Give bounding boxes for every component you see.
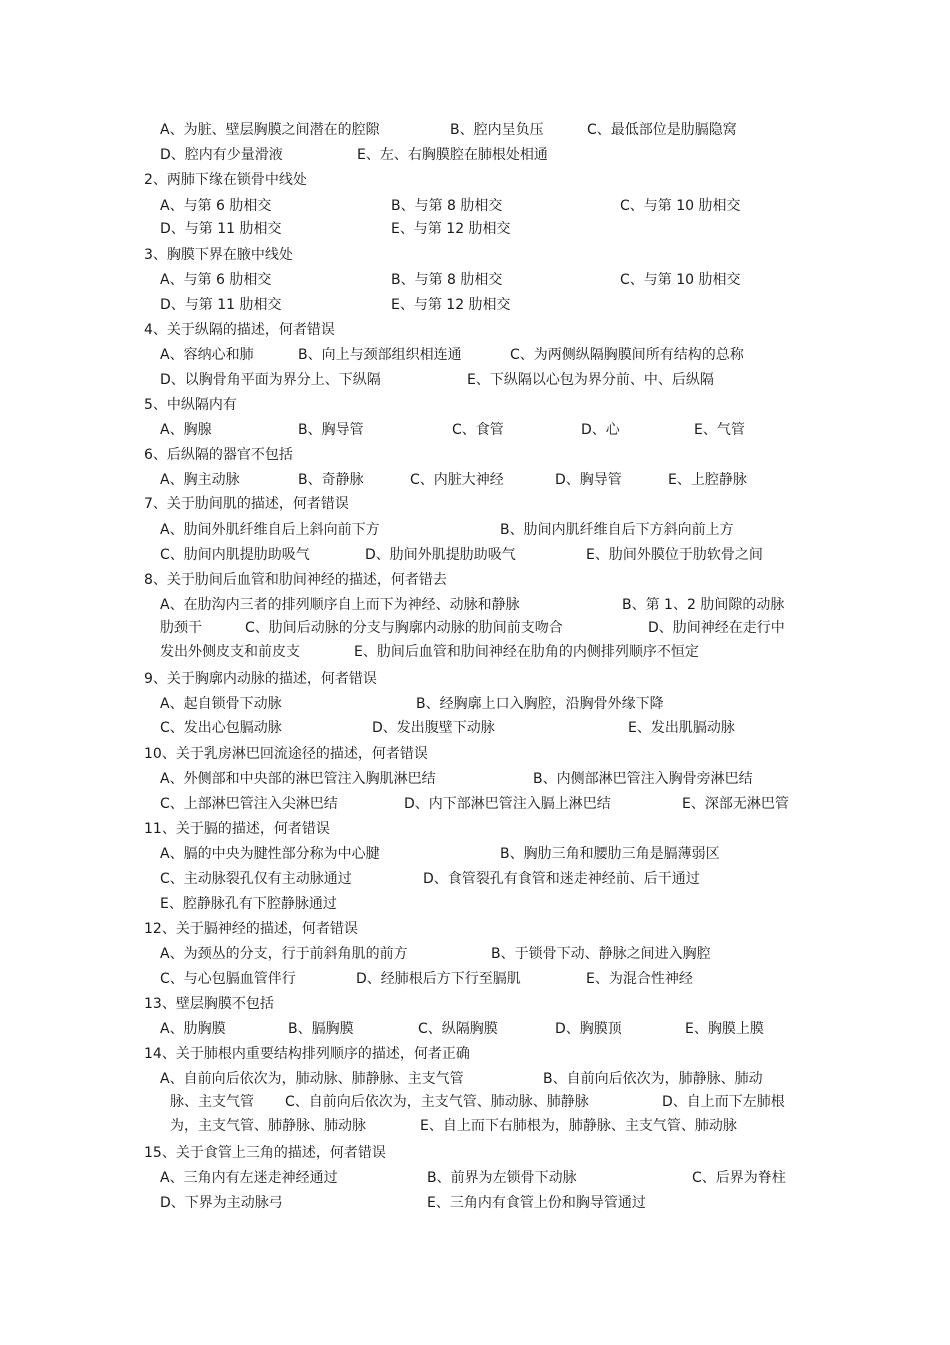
answer-option: D、内下部淋巴管注入膈上淋巴结 bbox=[404, 796, 611, 812]
answer-option: E、上腔静脉 bbox=[668, 472, 747, 488]
answer-option: A、胸腺 bbox=[160, 422, 212, 438]
answer-option: B、于锁骨下动、静脉之间进入胸腔 bbox=[491, 946, 711, 962]
answer-option: C、主动脉裂孔仅有主动脉通过 bbox=[160, 871, 352, 887]
answer-option: D、胸膜顶 bbox=[555, 1021, 622, 1037]
answer-option: A、外侧部和中央部的淋巴管注入胸肌淋巴结 bbox=[160, 771, 436, 787]
answer-option: D、肋间外肌提肋助吸气 bbox=[365, 547, 516, 563]
answer-option: A、自前向后依次为，肺动脉、肺静脉、主支气管 bbox=[160, 1071, 464, 1087]
answer-option: A、膈的中央为腱性部分称为中心腱 bbox=[160, 846, 380, 862]
question-stem: 5、中纵隔内有 bbox=[144, 397, 237, 413]
answer-option: D、腔内有少量滑液 bbox=[160, 147, 283, 163]
question-stem: 13、壁层胸膜不包括 bbox=[144, 996, 274, 1012]
answer-option: A、容纳心和肺 bbox=[160, 347, 254, 363]
answer-option: C、为两侧纵隔胸膜间所有结构的总称 bbox=[510, 347, 744, 363]
question-stem: 14、关于肺根内重要结构排列顺序的描述，何者正确 bbox=[144, 1046, 470, 1062]
question-stem: 7、关于肋间肌的描述，何者错误 bbox=[144, 496, 349, 512]
answer-option: C、后界为脊柱 bbox=[692, 1170, 786, 1186]
answer-option: E、左、右胸膜腔在肺根处相通 bbox=[357, 147, 548, 163]
answer-option: A、为脏、壁层胸膜之间潜在的腔隙 bbox=[160, 122, 380, 138]
answer-option: A、在肋沟内三者的排列顺序自上而下为神经、动脉和静脉 bbox=[160, 597, 520, 613]
answer-option: E、肋间外膜位于肋软骨之间 bbox=[586, 547, 763, 563]
answer-option: 为，主支气管、肺静脉、肺动脉 bbox=[170, 1118, 366, 1134]
answer-option: C、肋间后动脉的分支与胸廓内动脉的肋间前支吻合 bbox=[245, 620, 563, 636]
question-stem: 15、关于食管上三角的描述，何者错误 bbox=[144, 1145, 386, 1161]
question-stem: 4、关于纵隔的描述，何者错误 bbox=[144, 322, 335, 338]
answer-option: D、与第 11 肋相交 bbox=[160, 221, 282, 237]
question-stem: 10、关于乳房淋巴回流途径的描述，何者错误 bbox=[144, 746, 428, 762]
answer-option: E、与第 12 肋相交 bbox=[391, 221, 511, 237]
answer-option: A、三角内有左迷走神经通过 bbox=[160, 1170, 338, 1186]
answer-option: D、肋间神经在走行中 bbox=[648, 620, 785, 636]
answer-option: B、胸导管 bbox=[298, 422, 364, 438]
answer-option: E、气管 bbox=[694, 422, 745, 438]
answer-option: D、以胸骨角平面为界分上、下纵隔 bbox=[160, 372, 381, 388]
answer-option: B、自前向后依次为，肺静脉、肺动 bbox=[543, 1071, 763, 1087]
answer-option: A、肋间外肌纤维自后上斜向前下方 bbox=[160, 522, 380, 538]
question-stem: 6、后纵隔的器官不包括 bbox=[144, 447, 293, 463]
answer-option: E、三角内有食管上份和胸导管通过 bbox=[427, 1195, 646, 1211]
answer-option: B、前界为左锁骨下动脉 bbox=[427, 1170, 577, 1186]
answer-option: A、肋胸膜 bbox=[160, 1021, 226, 1037]
answer-option: 脉、主支气管 bbox=[170, 1094, 254, 1110]
answer-option: D、经肺根后方下行至膈肌 bbox=[356, 971, 521, 987]
answer-option: B、膈胸膜 bbox=[288, 1021, 354, 1037]
answer-option: 肋颈干 bbox=[160, 620, 202, 636]
answer-option: C、与第 10 肋相交 bbox=[620, 198, 741, 214]
answer-option: C、内脏大神经 bbox=[410, 472, 504, 488]
answer-option: C、与第 10 肋相交 bbox=[620, 272, 741, 288]
answer-option: D、与第 11 肋相交 bbox=[160, 297, 282, 313]
answer-option: B、与第 8 肋相交 bbox=[391, 198, 503, 214]
answer-option: E、肋间后血管和肋间神经在肋角的内侧排列顺序不恒定 bbox=[354, 644, 699, 660]
answer-option: E、与第 12 肋相交 bbox=[391, 297, 511, 313]
answer-option: B、第 1、2 肋间隙的动脉 bbox=[622, 597, 785, 613]
answer-option: C、食管 bbox=[452, 422, 504, 438]
answer-option: B、经胸廓上口入胸腔，沿胸骨外缘下降 bbox=[416, 696, 664, 712]
question-stem: 3、胸膜下界在腋中线处 bbox=[144, 247, 293, 263]
question-stem: 8、关于肋间后血管和肋间神经的描述，何者错去 bbox=[144, 572, 447, 588]
answer-option: B、肋间内肌纤维自后下方斜向前上方 bbox=[500, 522, 734, 538]
answer-option: A、起自锁骨下动脉 bbox=[160, 696, 282, 712]
answer-option: E、下纵隔以心包为界分前、中、后纵隔 bbox=[467, 372, 714, 388]
answer-option: D、自上而下左肺根 bbox=[662, 1094, 785, 1110]
answer-option: D、发出腹壁下动脉 bbox=[372, 720, 495, 736]
answer-option: D、下界为主动脉弓 bbox=[160, 1195, 283, 1211]
answer-option: E、发出肌膈动脉 bbox=[628, 720, 735, 736]
answer-option: A、与第 6 肋相交 bbox=[160, 198, 272, 214]
answer-option: C、发出心包膈动脉 bbox=[160, 720, 282, 736]
answer-option: A、与第 6 肋相交 bbox=[160, 272, 272, 288]
answer-option: E、自上而下右肺根为，肺静脉、主支气管、肺动脉 bbox=[420, 1118, 737, 1134]
answer-option: D、胸导管 bbox=[555, 472, 622, 488]
answer-option: D、心 bbox=[581, 422, 620, 438]
answer-option: E、为混合性神经 bbox=[586, 971, 693, 987]
answer-option: B、腔内呈负压 bbox=[450, 122, 544, 138]
answer-option: C、肋间内肌提肋助吸气 bbox=[160, 547, 310, 563]
question-stem: 9、关于胸廓内动脉的描述，何者错误 bbox=[144, 671, 377, 687]
answer-option: E、胸膜上膜 bbox=[685, 1021, 764, 1037]
answer-option: B、奇静脉 bbox=[298, 472, 364, 488]
answer-option: C、自前向后依次为，主支气管、肺动脉、肺静脉 bbox=[285, 1094, 589, 1110]
answer-option: B、向上与颈部组织相连通 bbox=[298, 347, 462, 363]
answer-option: D、食管裂孔有食管和迷走神经前、后干通过 bbox=[423, 871, 700, 887]
answer-option: B、胸肋三角和腰肋三角是膈薄弱区 bbox=[500, 846, 720, 862]
question-stem: 11、关于膈的描述，何者错误 bbox=[144, 821, 330, 837]
answer-option: A、为颈丛的分支，行于前斜角肌的前方 bbox=[160, 946, 408, 962]
answer-option: C、与心包膈血管伴行 bbox=[160, 971, 296, 987]
answer-option: E、腔静脉孔有下腔静脉通过 bbox=[160, 896, 337, 912]
answer-option: A、胸主动脉 bbox=[160, 472, 240, 488]
answer-option: C、最低部位是肋膈隐窝 bbox=[587, 122, 737, 138]
answer-option: C、纵隔胸膜 bbox=[418, 1021, 498, 1037]
answer-option: E、深部无淋巴管 bbox=[682, 796, 789, 812]
answer-option: B、内侧部淋巴管注入胸骨旁淋巴结 bbox=[533, 771, 753, 787]
answer-option: C、上部淋巴管注入尖淋巴结 bbox=[160, 796, 338, 812]
answer-option: B、与第 8 肋相交 bbox=[391, 272, 503, 288]
question-stem: 12、关于膈神经的描述，何者错误 bbox=[144, 921, 358, 937]
question-stem: 2、两肺下缘在锁骨中线处 bbox=[144, 172, 307, 188]
answer-option: 发出外侧皮支和前皮支 bbox=[160, 644, 300, 660]
